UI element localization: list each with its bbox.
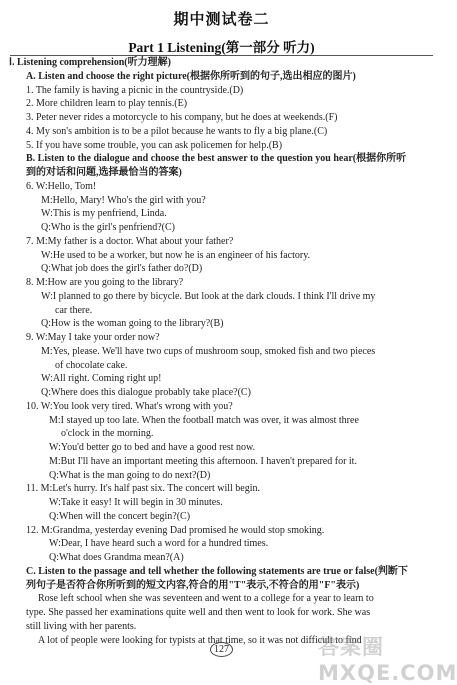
question-item: 5. If you have some trouble, you can ask policemen for help.(B) [26, 139, 283, 151]
passage-line: still living with her parents. [26, 620, 137, 632]
question-item: 4. My son's ambition is to be a pilot because he wants to fly a big plane.(C) [26, 125, 328, 137]
passage-line: Rose left school when she was seventeen and went to a college for a year to learn to [38, 593, 374, 605]
subsection-heading: B. Listen to the dialogue and choose the best answer to the question you hear(根据你所听 [26, 153, 407, 165]
dialogue-line: W:This is my penfriend, Linda. [41, 208, 167, 220]
dialogue-line: 11. M:Let's hurry. It's half past six. The concert will begin. [26, 483, 261, 495]
section-heading: Ⅰ. Listening comprehension(听力理解) [9, 57, 171, 68]
dialogue-question: Q:Where does this dialogue probably take place?(C) [41, 387, 251, 398]
subsection-heading: C. Listen to the passage and tell whether the following statements are true or false(判断下 [26, 565, 408, 577]
dialogue-line: of chocolate cake. [55, 359, 128, 371]
exam-content [9, 56, 435, 647]
question-item: 3. Peter never rides a motorcycle to his company, but he does at weekends.(F) [26, 112, 338, 123]
watermark-text: 答案圈 MXQE.COM [318, 635, 457, 685]
dialogue-line: o'clock in the morning. [61, 428, 154, 440]
dialogue-line: W:He used to be a worker, but now he is an engineer of his factory. [41, 249, 311, 261]
subsection-heading-cont: 到的对话和问题,选择最恰当的答案) [26, 167, 182, 178]
subsection-heading-cont: 列句子是否符合你所听到的短文内容,符合的用"T"表示,不符合的用"F"表示) [26, 579, 360, 591]
dialogue-line: W:Take it easy! It will begin in 30 minutes. [49, 497, 223, 508]
passage-line: A lot of people were looking for typists at that time, so it was not difficult to find [38, 634, 362, 646]
dialogue-question: Q:When will the concert begin?(C) [49, 510, 191, 522]
dialogue-line: 7. M:My father is a doctor. What about your father? [26, 235, 234, 247]
dialogue-line: 12. M:Grandma, yesterday evening Dad promised he would stop smoking. [26, 524, 325, 536]
dialogue-line: M:Yes, please. We'll have two cups of mushroom soup, smoked fish and two pieces [41, 345, 376, 357]
dialogue-line: 8. M:How are you going to the library? [26, 277, 184, 288]
dialogue-question: Q:Who is the girl's penfriend?(C) [41, 222, 175, 233]
watermark-logo [318, 616, 457, 685]
page-title: 期中测试卷二 [173, 10, 270, 28]
dialogue-line: 6. W:Hello, Tom! [26, 180, 97, 192]
page-number-label: 127 [210, 642, 233, 657]
dialogue-line: W:All right. Coming right up! [41, 373, 162, 385]
passage-line: type. She passed her examinations quite well and then went to look for work. She was [26, 607, 371, 618]
question-item: 2. More children learn to play tennis.(E) [26, 98, 188, 110]
dialogue-line: W:I planned to go there by bicycle. But look at the dark clouds. I think I'll drive my [41, 290, 376, 302]
dialogue-question: Q:What does Grandma mean?(A) [49, 552, 184, 563]
part-heading: Part 1 Listening(第一部分 听力) [128, 40, 315, 55]
dialogue-line: W:You'd better go to bed and have a good rest now. [49, 442, 256, 453]
dialogue-line: 10. W:You look very tired. What's wrong with you? [26, 400, 233, 412]
dialogue-line: M:I stayed up too late. When the football match was over, it was almost three [49, 414, 359, 426]
dialogue-question: Q:What job does the girl's father do?(D) [41, 263, 203, 275]
dialogue-line: M:But I'll have an important meeting this afternoon. I haven't prepared for it. [49, 455, 357, 467]
dialogue-question: Q:How is the woman going to the library?(B) [41, 318, 224, 330]
question-item: 1. The family is having a picnic in the countryside.(D) [26, 84, 244, 96]
dialogue-line: M:Hello, Mary! Who's the girl with you? [41, 194, 206, 206]
dialogue-line: 9. W:May I take your order now? [26, 332, 160, 343]
dialogue-line: car there. [55, 304, 93, 316]
dialogue-line: W:Dear, I have heard such a word for a hundred times. [49, 538, 269, 550]
subsection-heading: A. Listen and choose the right picture(根据你所听到的句子,选出相应的图片) [26, 70, 356, 82]
dialogue-question: Q:What is the man going to do next?(D) [49, 469, 211, 481]
